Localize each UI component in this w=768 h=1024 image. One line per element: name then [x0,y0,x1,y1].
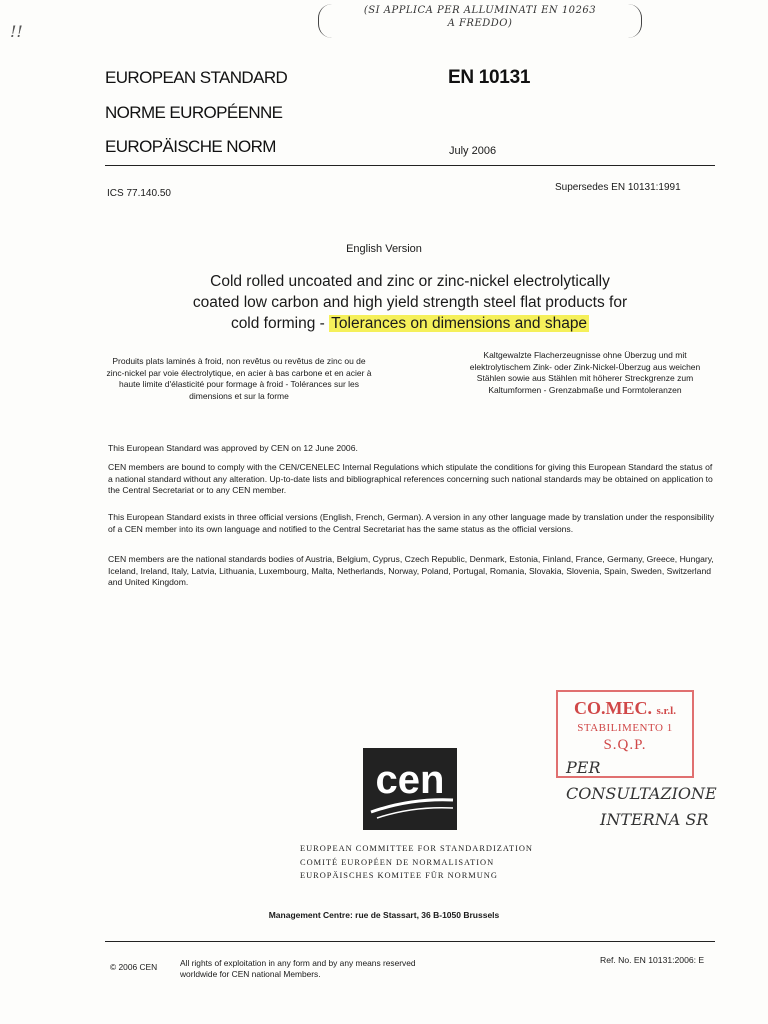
language-version: English Version [346,243,422,255]
cen-committee-names [300,842,533,883]
stamp-sqp: S.Q.P. [603,737,647,753]
rights-notice [180,958,500,980]
committee-french: COMITÉ EUROPÉEN DE NORMALISATION [300,857,495,867]
stamp-plant: STABILIMENTO 1 [577,722,673,734]
rights-line2: worldwide for CEN national Members. [180,969,321,979]
title-line1: Cold rolled uncoated and zinc or zinc-nickel electrolytically [210,273,610,290]
cen-logo-text: cen [375,758,445,802]
approval-paragraph: This European Standard was approved by CEN on 12 June 2006. [108,443,358,453]
handwritten-top-note-line1: (SI APPLICA PER ALLUMINATI EN 10263 [363,5,597,16]
title-line2: coated low carbon and high yield strength steel flat products for [192,294,628,311]
reference-number: Ref. No. EN 10131:2006: E [600,955,705,965]
title-highlighted-text: Tolerances on dimensions and shape [331,315,588,332]
handwritten-top-note-line2: A FREDDO) [447,18,513,29]
handwritten-top-note [318,4,642,38]
committee-german: EUROPÄISCHES KOMITEE FÜR NORMUNG [300,871,498,880]
versions-paragraph: This European Standard exists in three official versions (English, French, German). A version in any other language made by translation under the responsibility of a CEN member into its own language and notified to the Central Secretariat has the same status as the official versions. [108,512,715,534]
copyright-notice: © 2006 CEN [110,962,158,972]
title-french: Produits plats laminés à froid, non revêtus ou revêtus de zinc ou de zinc-nickel par voie électrolytique, en acier à bas carbone et en acier à haute limite d'élasticité pour formage à froid - Tolérances sur les dimensions et sur la forme [106,356,372,401]
management-centre-address: Management Centre: rue de Stassart, 36 B-1050 Brussels [268,910,500,920]
header-divider [105,165,715,166]
title-line3 [140,313,680,334]
cen-logo-graphic [363,748,457,830]
header-european-standard: EUROPEAN STANDARD [105,68,288,87]
handwritten-consultation-note [566,755,756,829]
handwritten-left-mark: !! [10,22,23,41]
stamp-company-name: CO.MEC. [574,698,653,718]
header-europaische-norm: EUROPÄISCHE NORM [105,137,276,156]
title-german: Kaltgewalzte Flacherzeugnisse ohne Überzug und mit elektrolytischem Zink- oder Zink-Nickel-Überzug aus weichen Stählen sowie aus Stählen mit höherer Streckgrenze zum Kaltumformen - Grenzabmaße und Formtoleranzen [469,350,701,395]
footer-divider [105,941,715,942]
title-line3-prefix: cold forming - [230,315,330,332]
supersedes-note: Supersedes EN 10131:1991 [555,182,681,193]
cen-logo [363,748,457,830]
document-title [140,271,680,334]
regulations-paragraph: CEN members are bound to comply with the CEN/CENELEC Internal Regulations which stipulate the conditions for giving this European Standard the status of a national standard without any alteration. Up-to-date lists and bibliographical references concerning such national standards may be obtained on application to the Central Secretariat or to any CEN member. [108,462,713,495]
stamp-company [558,698,692,719]
stamp-company-suffix: s.r.l. [656,705,676,717]
publication-date: July 2006 [449,145,497,157]
members-paragraph: CEN members are the national standards bodies of Austria, Belgium, Cyprus, Czech Republic, Denmark, Estonia, Finland, France, Germany, Greece, Hungary, Iceland, Ireland, Italy, Latvia, Lithuania, Luxembourg, Malta, Netherlands, Norway, Poland, Portugal, Romania, Slovakia, Slovenia, Spain, Sweden, Switzerland and United Kingdom. [108,554,714,587]
ics-code: ICS 77.140.50 [107,188,171,199]
standard-number: EN 10131 [448,67,531,88]
header-norme-europeenne: NORME EUROPÉENNE [105,103,283,122]
handwritten-note-line2: INTERNA SR [600,810,709,829]
handwritten-note-line1: PER CONSULTAZIONE [566,758,717,803]
rights-line1: All rights of exploitation in any form and by any means reserved [180,958,416,968]
committee-english: EUROPEAN COMMITTEE FOR STANDARDIZATION [300,844,533,853]
